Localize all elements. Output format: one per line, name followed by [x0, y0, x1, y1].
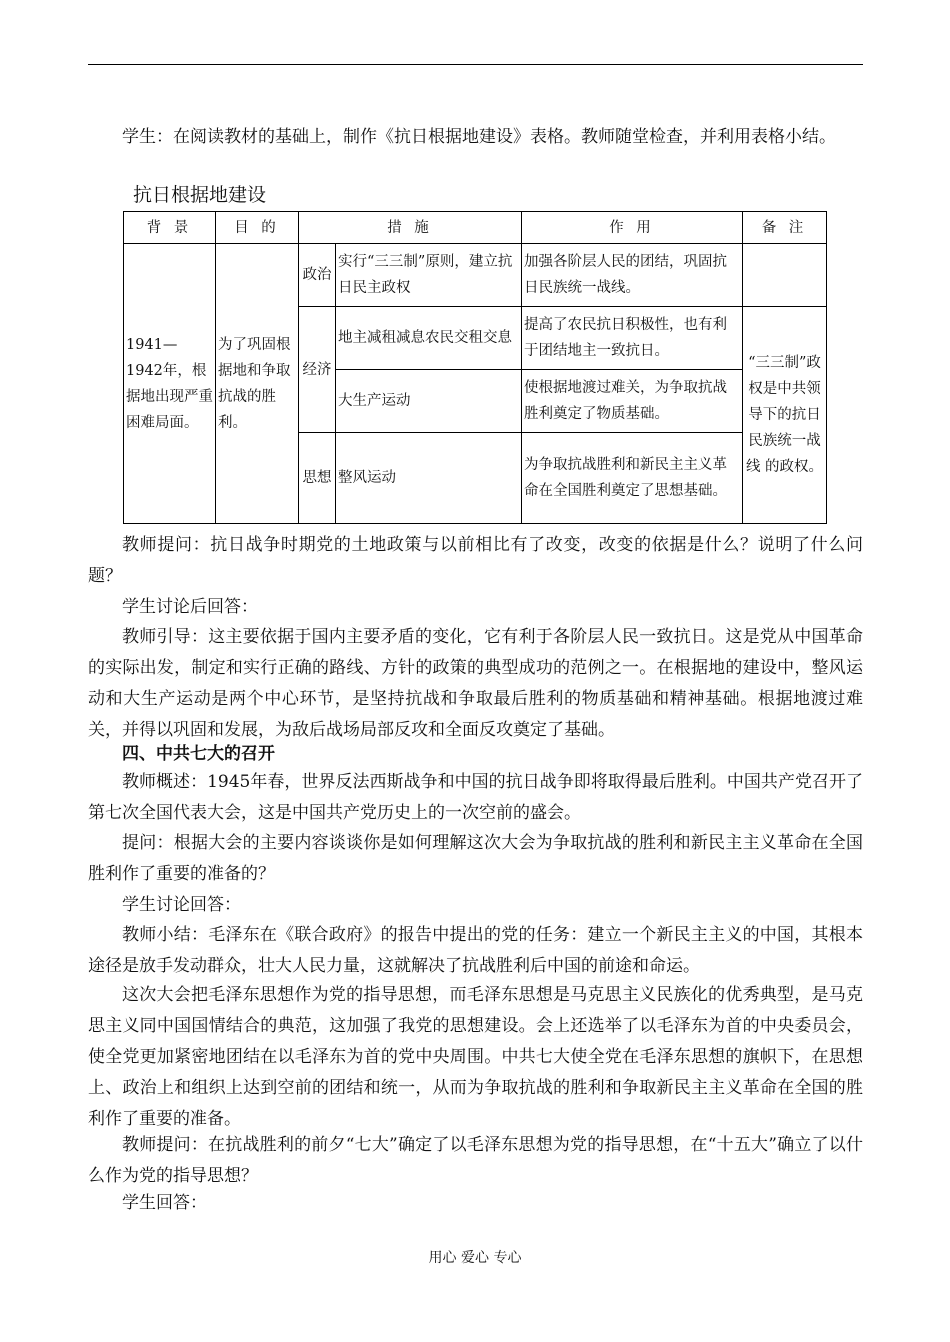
table-caption: 抗日根据地建设 [133, 184, 267, 206]
effect-cell: 为争取抗战胜利和新民主主义革命在全国胜利奠定了思想基础。 [522, 433, 743, 524]
paragraph-congress-significance: 这次大会把毛泽东思想作为党的指导思想，而毛泽东思想是马克思主义民族化的优秀典型，是马克思主义同中国国情结合的典范，这加强了我党的思想建设。会上还选举了以毛泽东为首的中央委员会，使全党更加紧密地团结在以毛泽东为首的党中央周围。中共七大使全党在毛泽东思想的旗帜下，在思想上、政治上和组织上达到空前的团结和统一，从而为争取抗战的胜利和争取新民主主义革命在全国的胜利作了重要的准备。 [88, 985, 863, 1129]
paragraph-teacher-question-2: 教师提问：在抗战胜利的前夕“七大”确定了以毛泽东思想为党的指导思想，在“十五大”确立了以什么作为党的指导思想？ [88, 1135, 863, 1186]
paragraph-student-discussion-2: 学生讨论回答： [122, 895, 241, 915]
header-background: 背 景 [124, 212, 216, 244]
note-empty-cell [743, 244, 827, 307]
table-row [124, 244, 827, 307]
category-economy: 经济 [299, 307, 336, 433]
measure-cell: 大生产运动 [336, 370, 522, 433]
header-effect: 作 用 [522, 212, 743, 244]
page-footer: 用心 爱心 专心 [428, 1250, 522, 1266]
measure-cell: 实行“三三制”原则，建立抗日民主政权 [336, 244, 522, 307]
paragraph-teacher-question-1: 教师提问：抗日战争时期党的土地政策与以前相比有了改变，改变的依据是什么？说明了什么问题？ [88, 535, 863, 586]
header-measures: 措 施 [299, 212, 522, 244]
category-politics: 政治 [299, 244, 336, 307]
base-building-table [123, 211, 827, 524]
category-ideology: 思想 [299, 433, 336, 524]
paragraph-intro: 学生：在阅读教材的基础上，制作《抗日根据地建设》表格。教师随堂检查，并利用表格小结。 [122, 127, 836, 147]
paragraph-teacher-guidance: 教师引导：这主要依据于国内主要矛盾的变化，它有利于各阶层人民一致抗日。这是党从中国革命的实际出发，制定和实行正确的路线、方针的政策的典型成功的范例之一。在根据地的建设中，整风运动和大生产运动是两个中心环节，是坚持抗战和争取最后胜利的物质基础和精神基础。根据地渡过难关，并得以巩固和发展，为敌后战场局部反攻和全面反攻奠定了基础。 [88, 627, 863, 740]
effect-cell: 提高了农民抗日积极性，也有利于团结地主一致抗日。 [522, 307, 743, 370]
paragraph-question: 提问：根据大会的主要内容谈谈你是如何理解这次大会为争取抗战的胜利和新民主主义革命在全国胜利作了重要的准备的？ [88, 833, 863, 884]
note-cell: “三三制”政权是中共领导下的抗日民族统一战线 的政权。 [743, 307, 827, 524]
table-header-row [124, 212, 827, 244]
paragraph-student-answer: 学生回答： [122, 1193, 207, 1213]
effect-cell: 加强各阶层人民的团结，巩固抗日民族统一战线。 [522, 244, 743, 307]
header-note: 备 注 [743, 212, 827, 244]
section-heading: 四、中共七大的召开 [122, 744, 275, 764]
paragraph-teacher-overview: 教师概述：1945年春，世界反法西斯战争和中国的抗日战争即将取得最后胜利。中国共产党召开了第七次全国代表大会，这是中国共产党历史上的一次空前的盛会。 [88, 772, 863, 823]
measure-cell: 地主减租减息农民交租交息 [336, 307, 522, 370]
purpose-cell: 为了巩固根据地和争取抗战的胜利。 [216, 244, 299, 524]
measure-cell: 整风运动 [336, 433, 522, 524]
background-cell: 1941—1942年，根据地出现严重困难局面。 [124, 244, 216, 524]
paragraph-student-discussion-1: 学生讨论后回答： [122, 597, 258, 617]
effect-cell: 使根据地渡过难关，为争取抗战胜利奠定了物质基础。 [522, 370, 743, 433]
header-purpose: 目 的 [216, 212, 299, 244]
paragraph-teacher-summary: 教师小结：毛泽东在《联合政府》的报告中提出的党的任务：建立一个新民主主义的中国，其根本途径是放手发动群众，壮大人民力量，这就解决了抗战胜利后中国的前途和命运。 [88, 925, 863, 976]
header-rule [88, 64, 863, 65]
